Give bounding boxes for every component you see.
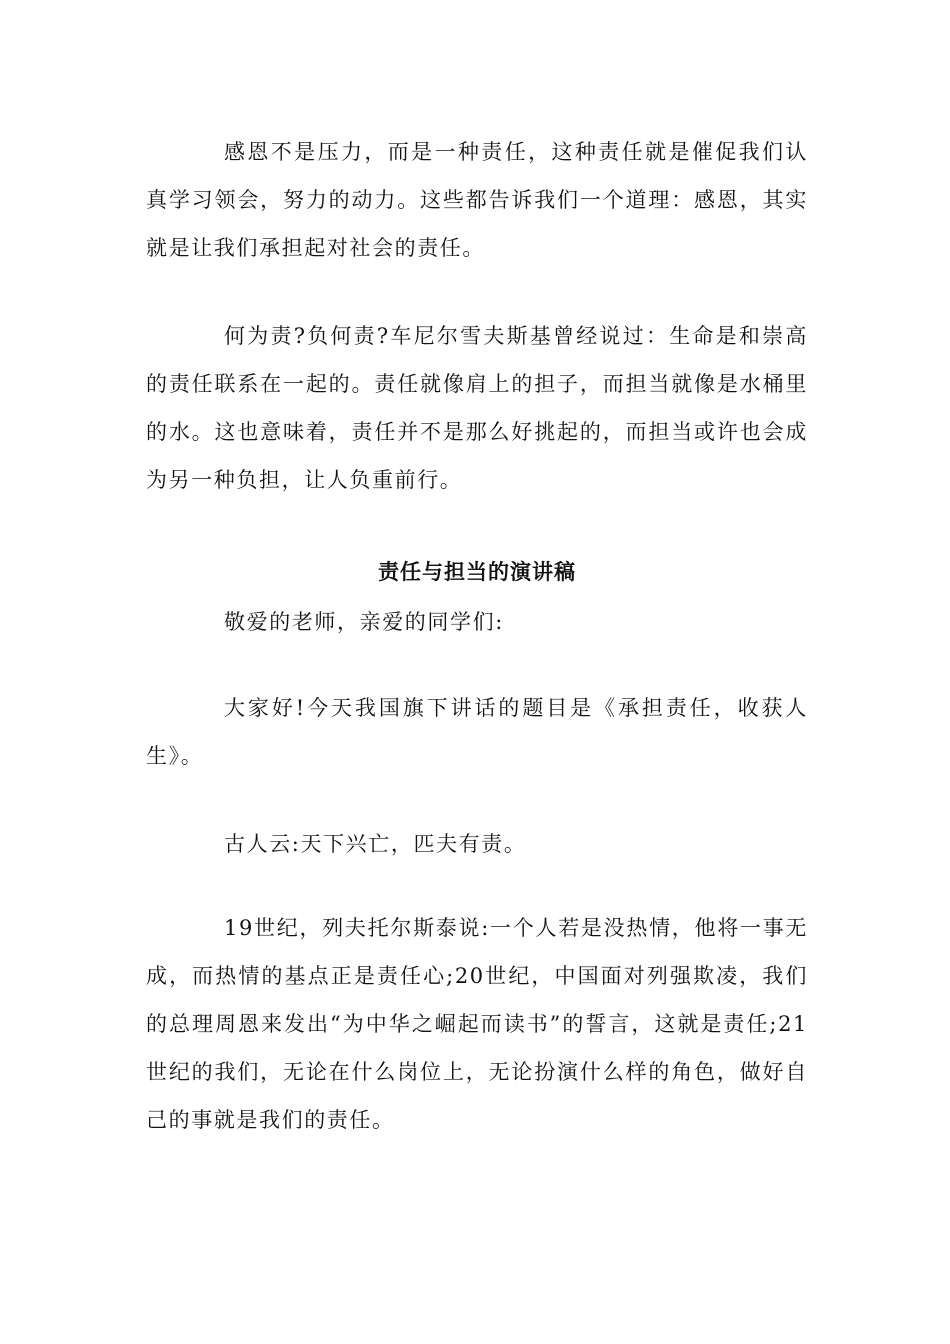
- speech-title: 责任与担当的演讲稿: [378, 560, 576, 584]
- paragraph-opening: 大家好!今天我国旗下讲话的题目是《承担责任，收获人生》。: [146, 696, 808, 768]
- paragraph-responsibility: 何为责?负何责?车尼尔雪夫斯基曾经说过：生命是和崇高的责任联系在一起的。责任就像肩上的担子，而担当就像是水桶里的水。这也意味着，责任并不是那么好挑起的，而担当或许也会成为另一种负担，让人负重前行。: [146, 324, 808, 492]
- paragraph-gratitude: 感恩不是压力，而是一种责任，这种责任就是催促我们认真学习领会，努力的动力。这些都告诉我们一个道理：感恩，其实就是让我们承担起对社会的责任。: [146, 140, 808, 260]
- greeting: 敬爱的老师，亲爱的同学们:: [224, 610, 504, 634]
- paragraph-ancient-saying: 古人云:天下兴亡，匹夫有责。: [224, 832, 527, 856]
- paragraph-centuries: 19世纪，列夫托尔斯泰说:一个人若是没热情，他将一事无成，而热情的基点正是责任心;20世纪，中国面对列强欺凌，我们的总理周恩来发出“为中华之崛起而读书”的誓言，这就是责任;21世纪的我们，无论在什么岗位上，无论扮演什么样的角色，做好自己的事就是我们的责任。: [146, 916, 808, 1132]
